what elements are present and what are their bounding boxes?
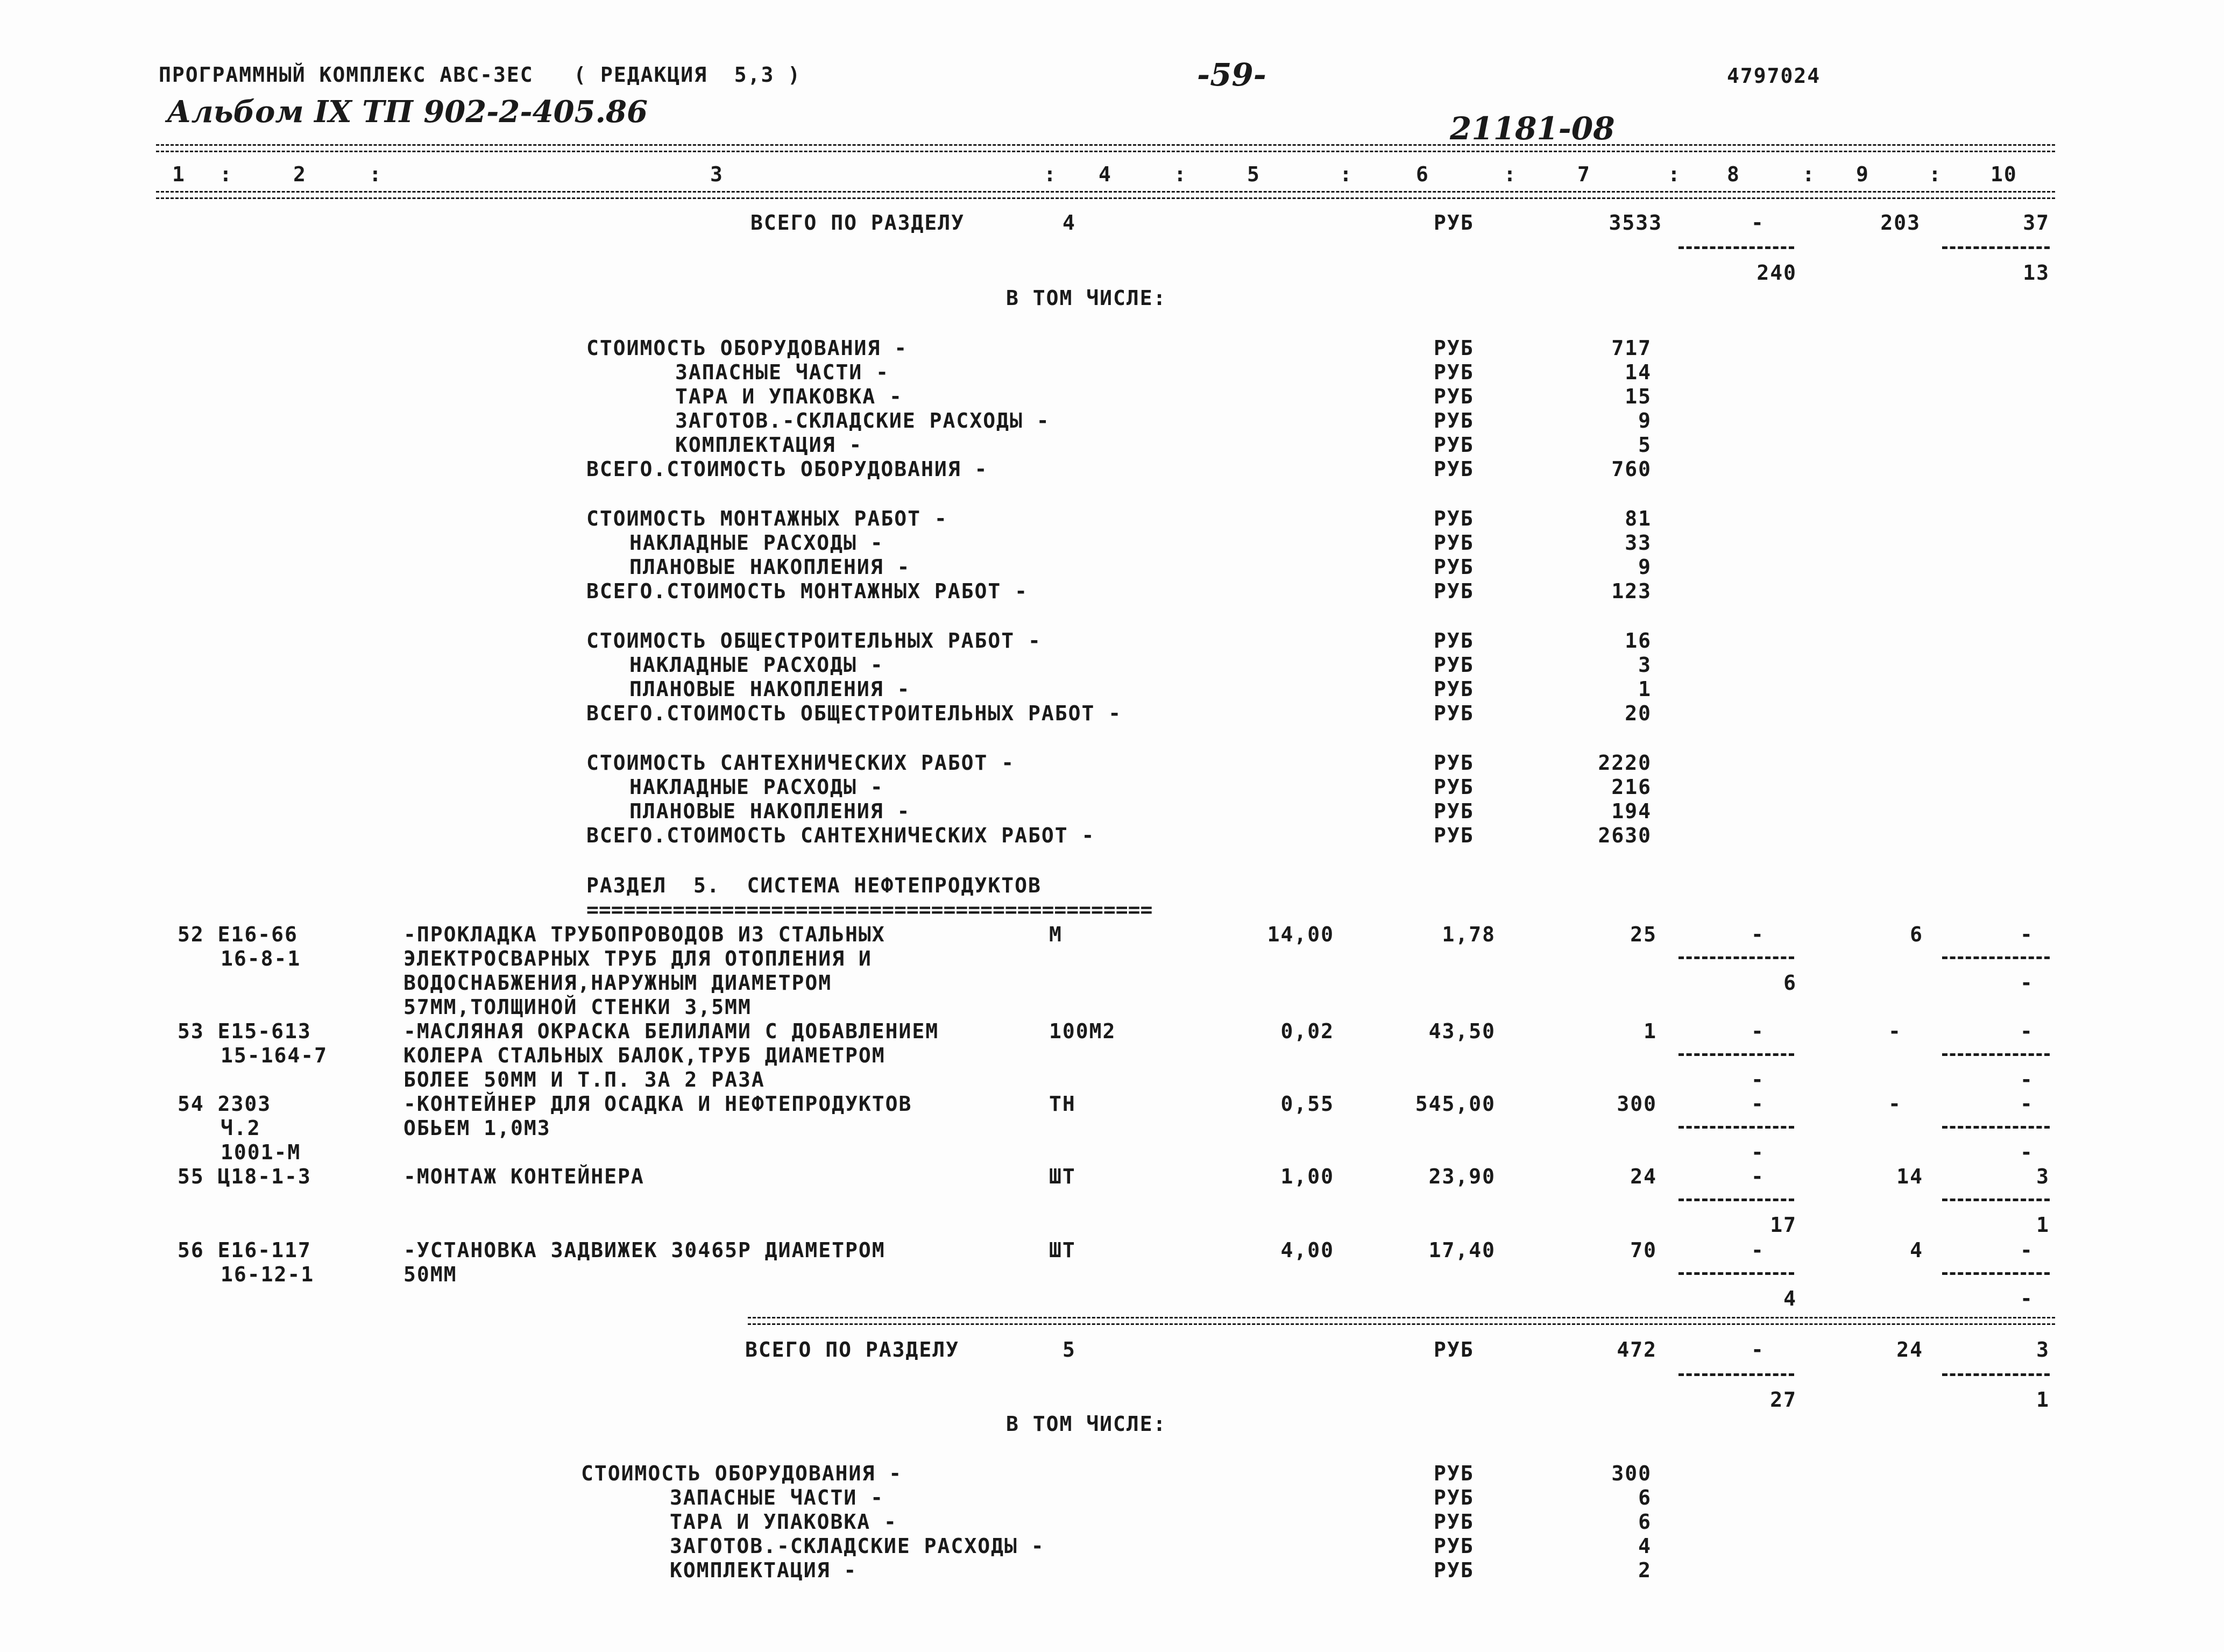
section-total-c7: 472 (1617, 1338, 1657, 1362)
summary-value: 6 (1638, 1486, 1652, 1509)
section-number: 4 (1063, 211, 1076, 235)
summary-label: СТОИМОСТЬ МОНТАЖНЫХ РАБОТ - (586, 507, 948, 530)
summary-unit: РУБ (1434, 629, 1474, 653)
item-c10: - (2020, 1092, 2034, 1116)
summary-label: ПЛАНОВЫЕ НАКОПЛЕНИЯ - (629, 799, 911, 823)
item-c10: - (2020, 923, 2034, 946)
cell-split-rule (1942, 1272, 2050, 1275)
program-header: ПРОГРАММНЫЙ КОМПЛЕКС АВС-3ЕС ( РЕДАКЦИЯ 5,3 ) (159, 63, 802, 87)
col-sep: : (1044, 162, 1057, 186)
col-header-7: 7 (1577, 162, 1591, 186)
item-qty: 14,00 (1267, 923, 1334, 946)
col-sep: : (369, 162, 383, 186)
item-description: БОЛЕЕ 50ММ И Т.П. ЗА 2 РАЗА (403, 1068, 765, 1091)
item-unit: ШТ (1049, 1165, 1076, 1188)
summary-unit: РУБ (1434, 799, 1474, 823)
col-sep: : (1340, 162, 1353, 186)
summary-value: 33 (1625, 531, 1652, 555)
summary-unit: РУБ (1434, 385, 1474, 408)
item-description: ОБЬЕМ 1,0М3 (403, 1116, 551, 1140)
summary-label: КОМПЛЕКТАЦИЯ - (675, 433, 863, 457)
cell-split-rule (1678, 1373, 1794, 1376)
summary-unit: РУБ (1434, 579, 1474, 603)
summary-label: ПЛАНОВЫЕ НАКОПЛЕНИЯ - (629, 555, 911, 579)
item-qty: 1,00 (1280, 1165, 1334, 1188)
summary-label: ВСЕГО.СТОИМОСТЬ ОБЩЕСТРОИТЕЛЬНЫХ РАБОТ - (586, 701, 1122, 725)
header-rule (156, 191, 2055, 199)
cell-split-rule (1678, 1126, 1794, 1129)
col-header-8: 8 (1727, 162, 1740, 186)
item-code-2: Ч.2 (221, 1116, 261, 1140)
item-code-2: 15-164-7 (221, 1044, 328, 1067)
summary-value: 194 (1611, 799, 1652, 823)
item-c10b: - (2020, 1287, 2034, 1310)
item-total: 70 (1630, 1238, 1657, 1262)
section-total-c9: 24 (1896, 1338, 1923, 1362)
section-total-label: ВСЕГО ПО РАЗДЕЛУ (745, 1338, 960, 1362)
item-c10b: - (2020, 971, 2034, 995)
summary-unit: РУБ (1434, 1486, 1474, 1509)
cell-split-rule (1678, 1053, 1794, 1056)
summary-value: 216 (1611, 775, 1652, 799)
summary-value: 81 (1625, 507, 1652, 530)
section-number: 5 (1063, 1338, 1076, 1362)
summary-value: 717 (1611, 336, 1652, 360)
summary-value: 14 (1625, 360, 1652, 384)
summary-label: НАКЛАДНЫЕ РАСХОДЫ - (629, 775, 884, 799)
summary-value: 760 (1611, 457, 1652, 481)
item-number-code: 54 2303 (178, 1092, 272, 1116)
section-total-c8b: 27 (1770, 1388, 1797, 1412)
summary-value: 9 (1638, 555, 1652, 579)
summary-label: ПЛАНОВЫЕ НАКОПЛЕНИЯ - (629, 677, 911, 701)
col-sep: : (1174, 162, 1187, 186)
col-sep: : (1504, 162, 1517, 186)
section-total-c9: 203 (1880, 211, 1921, 235)
item-description: -ПРОКЛАДКА ТРУБОПРОВОДОВ ИЗ СТАЛЬНЫХ (403, 923, 886, 946)
item-description: ЭЛЕКТРОСВАРНЫХ ТРУБ ДЛЯ ОТОПЛЕНИЯ И (403, 947, 872, 970)
summary-value: 6 (1638, 1510, 1652, 1534)
item-unit: М (1049, 923, 1063, 946)
item-c8: - (1751, 1019, 1765, 1043)
item-total: 300 (1617, 1092, 1657, 1116)
summary-unit: РУБ (1434, 701, 1474, 725)
cell-split-rule (1678, 956, 1794, 959)
cell-split-rule (1942, 956, 2050, 959)
item-description: ВОДОСНАБЖЕНИЯ,НАРУЖНЫМ ДИАМЕТРОМ (403, 971, 832, 995)
section-total-c10b: 1 (2036, 1388, 2050, 1412)
summary-label: ЗАПАСНЫЕ ЧАСТИ - (675, 360, 890, 384)
item-price: 545,00 (1415, 1092, 1496, 1116)
item-c9: 6 (1910, 923, 1923, 946)
summary-value: 9 (1638, 409, 1652, 433)
summary-value: 4 (1638, 1534, 1652, 1558)
col-header-6: 6 (1416, 162, 1429, 186)
item-qty: 0,02 (1280, 1019, 1334, 1043)
item-c10b: - (2020, 1140, 2034, 1164)
item-c9: - (1888, 1019, 1902, 1043)
summary-label: ВСЕГО.СТОИМОСТЬ ОБОРУДОВАНИЯ - (586, 457, 988, 481)
summary-unit: РУБ (1434, 775, 1474, 799)
summary-value: 15 (1625, 385, 1652, 408)
item-c10b: - (2020, 1068, 2034, 1091)
col-header-1: 1 (172, 162, 186, 186)
item-total: 25 (1630, 923, 1657, 946)
item-total: 24 (1630, 1165, 1657, 1188)
summary-label: СТОИМОСТЬ САНТЕХНИЧЕСКИХ РАБОТ - (586, 751, 1015, 775)
item-c8: - (1751, 923, 1765, 946)
summary-value: 2630 (1598, 824, 1652, 847)
item-description: 57ММ,ТОЛЩИНОЙ СТЕНКИ 3,5ММ (403, 995, 752, 1019)
section-total-c8: - (1751, 211, 1765, 235)
sheet-code-handwritten: 21181-08 (1450, 110, 1615, 147)
item-code-3: 1001-М (221, 1140, 301, 1164)
item-c9: 14 (1896, 1165, 1923, 1188)
col-sep: : (219, 162, 233, 186)
summary-label: КОМПЛЕКТАЦИЯ - (670, 1558, 858, 1582)
summary-label: ЗАГОТОВ.-СКЛАДСКИЕ РАСХОДЫ - (675, 409, 1050, 433)
summary-unit: РУБ (1434, 409, 1474, 433)
section-total-label: ВСЕГО ПО РАЗДЕЛУ (750, 211, 965, 235)
cell-split-rule (1942, 1373, 2050, 1376)
summary-value: 123 (1611, 579, 1652, 603)
item-price: 23,90 (1428, 1165, 1496, 1188)
item-c8: - (1751, 1165, 1765, 1188)
col-header-2: 2 (293, 162, 307, 186)
summary-unit: РУБ (1434, 360, 1474, 384)
summary-label: ВСЕГО.СТОИМОСТЬ САНТЕХНИЧЕСКИХ РАБОТ - (586, 824, 1095, 847)
item-c9: 4 (1910, 1238, 1923, 1262)
summary-unit: РУБ (1434, 555, 1474, 579)
item-c8b: - (1751, 1140, 1765, 1164)
section-total-unit: РУБ (1434, 1338, 1474, 1362)
summary-unit: РУБ (1434, 824, 1474, 847)
cell-split-rule (1942, 1199, 2050, 1201)
item-description: КОЛЕРА СТАЛЬНЫХ БАЛОК,ТРУБ ДИАМЕТРОМ (403, 1044, 886, 1067)
summary-value: 16 (1625, 629, 1652, 653)
summary-label: СТОИМОСТЬ ОБОРУДОВАНИЯ - (586, 336, 908, 360)
including-label: В ТОМ ЧИСЛЕ: (1006, 286, 1167, 310)
item-number-code: 55 Ц18-1-3 (178, 1165, 311, 1188)
cell-split-rule (1678, 1199, 1794, 1201)
summary-unit: РУБ (1434, 751, 1474, 775)
summary-label: НАКЛАДНЫЕ РАСХОДЫ - (629, 653, 884, 677)
item-c10: - (2020, 1019, 2034, 1043)
section-total-rule (748, 1317, 2055, 1325)
col-sep: : (1802, 162, 1816, 186)
item-description: -УСТАНОВКА ЗАДВИЖЕК 30465Р ДИАМЕТРОМ (403, 1238, 886, 1262)
cell-split-rule (1942, 246, 2050, 249)
section-total-c10: 37 (2023, 211, 2050, 235)
col-header-5: 5 (1247, 162, 1260, 186)
summary-unit: РУБ (1434, 653, 1474, 677)
item-description: -МОНТАЖ КОНТЕЙНЕРА (403, 1165, 644, 1188)
section-total-c8: - (1751, 1338, 1765, 1362)
summary-value: 3 (1638, 653, 1652, 677)
col-header-10: 10 (1991, 162, 2017, 186)
including-label: В ТОМ ЧИСЛЕ: (1006, 1412, 1167, 1436)
section-title: РАЗДЕЛ 5. СИСТЕМА НЕФТЕПРОДУКТОВ (586, 874, 1042, 897)
section-total-c10b: 13 (2023, 261, 2050, 285)
top-rule (156, 144, 2055, 152)
summary-unit: РУБ (1434, 457, 1474, 481)
item-qty: 4,00 (1280, 1238, 1334, 1262)
col-sep: : (1668, 162, 1681, 186)
summary-label: ВСЕГО.СТОИМОСТЬ МОНТАЖНЫХ РАБОТ - (586, 579, 1028, 603)
summary-value: 2 (1638, 1558, 1652, 1582)
col-header-9: 9 (1856, 162, 1869, 186)
cell-split-rule (1942, 1053, 2050, 1056)
item-c10: - (2020, 1238, 2034, 1262)
item-price: 17,40 (1428, 1238, 1496, 1262)
cell-split-rule (1942, 1126, 2050, 1129)
item-c9: - (1888, 1092, 1902, 1116)
section-total-c7: 3533 (1609, 211, 1662, 235)
summary-unit: РУБ (1434, 531, 1474, 555)
item-description: -КОНТЕЙНЕР ДЛЯ ОСАДКА И НЕФТЕПРОДУКТОВ (403, 1092, 912, 1116)
item-c8: - (1751, 1238, 1765, 1262)
col-header-4: 4 (1099, 162, 1112, 186)
item-unit: ТН (1049, 1092, 1076, 1116)
summary-unit: РУБ (1434, 1558, 1474, 1582)
item-total: 1 (1644, 1019, 1657, 1043)
summary-label: ЗАГОТОВ.-СКЛАДСКИЕ РАСХОДЫ - (670, 1534, 1045, 1558)
section-total-c8b: 240 (1756, 261, 1797, 285)
item-price: 1,78 (1442, 923, 1496, 946)
summary-value: 300 (1611, 1462, 1652, 1485)
item-code-2: 16-12-1 (221, 1263, 315, 1286)
item-c8b: 17 (1770, 1213, 1797, 1237)
item-unit: 100М2 (1049, 1019, 1116, 1043)
summary-unit: РУБ (1434, 336, 1474, 360)
summary-unit: РУБ (1434, 433, 1474, 457)
cell-split-rule (1678, 246, 1794, 249)
item-description: -МАСЛЯНАЯ ОКРАСКА БЕЛИЛАМИ С ДОБАВЛЕНИЕМ (403, 1019, 939, 1043)
summary-label: ЗАПАСНЫЕ ЧАСТИ - (670, 1486, 884, 1509)
item-code-2: 16-8-1 (221, 947, 301, 970)
col-header-3: 3 (710, 162, 724, 186)
item-c8b: - (1751, 1068, 1765, 1091)
summary-label: НАКЛАДНЫЕ РАСХОДЫ - (629, 531, 884, 555)
item-c8b: 6 (1783, 971, 1797, 995)
section-total-c10: 3 (2036, 1338, 2050, 1362)
summary-label: СТОИМОСТЬ ОБЩЕСТРОИТЕЛЬНЫХ РАБОТ - (586, 629, 1042, 653)
item-unit: ШТ (1049, 1238, 1076, 1262)
item-description: 50ММ (403, 1263, 457, 1286)
document-code: 4797024 (1727, 64, 1821, 88)
item-price: 43,50 (1428, 1019, 1496, 1043)
summary-value: 20 (1625, 701, 1652, 725)
summary-value: 1 (1638, 677, 1652, 701)
item-qty: 0,55 (1280, 1092, 1334, 1116)
summary-unit: РУБ (1434, 1534, 1474, 1558)
item-c10b: 1 (2036, 1213, 2050, 1237)
summary-unit: РУБ (1434, 507, 1474, 530)
section-total-unit: РУБ (1434, 211, 1474, 235)
summary-label: ТАРА И УПАКОВКА - (675, 385, 903, 408)
summary-value: 5 (1638, 433, 1652, 457)
page-number: -59- (1197, 56, 1266, 93)
item-number-code: 53 Е15-613 (178, 1019, 311, 1043)
col-sep: : (1929, 162, 1942, 186)
album-handwritten: Альбом IX ТП 902-2-405.86 (167, 94, 648, 130)
section-title-underline: ============================================== (586, 898, 1153, 921)
item-number-code: 56 Е16-117 (178, 1238, 311, 1262)
summary-value: 2220 (1598, 751, 1652, 775)
item-c8: - (1751, 1092, 1765, 1116)
item-c10: 3 (2036, 1165, 2050, 1188)
summary-unit: РУБ (1434, 677, 1474, 701)
summary-label: СТОИМОСТЬ ОБОРУДОВАНИЯ - (581, 1462, 903, 1485)
summary-unit: РУБ (1434, 1462, 1474, 1485)
item-number-code: 52 Е16-66 (178, 923, 298, 946)
item-c8b: 4 (1783, 1287, 1797, 1310)
summary-label: ТАРА И УПАКОВКА - (670, 1510, 897, 1534)
summary-unit: РУБ (1434, 1510, 1474, 1534)
cell-split-rule (1678, 1272, 1794, 1275)
